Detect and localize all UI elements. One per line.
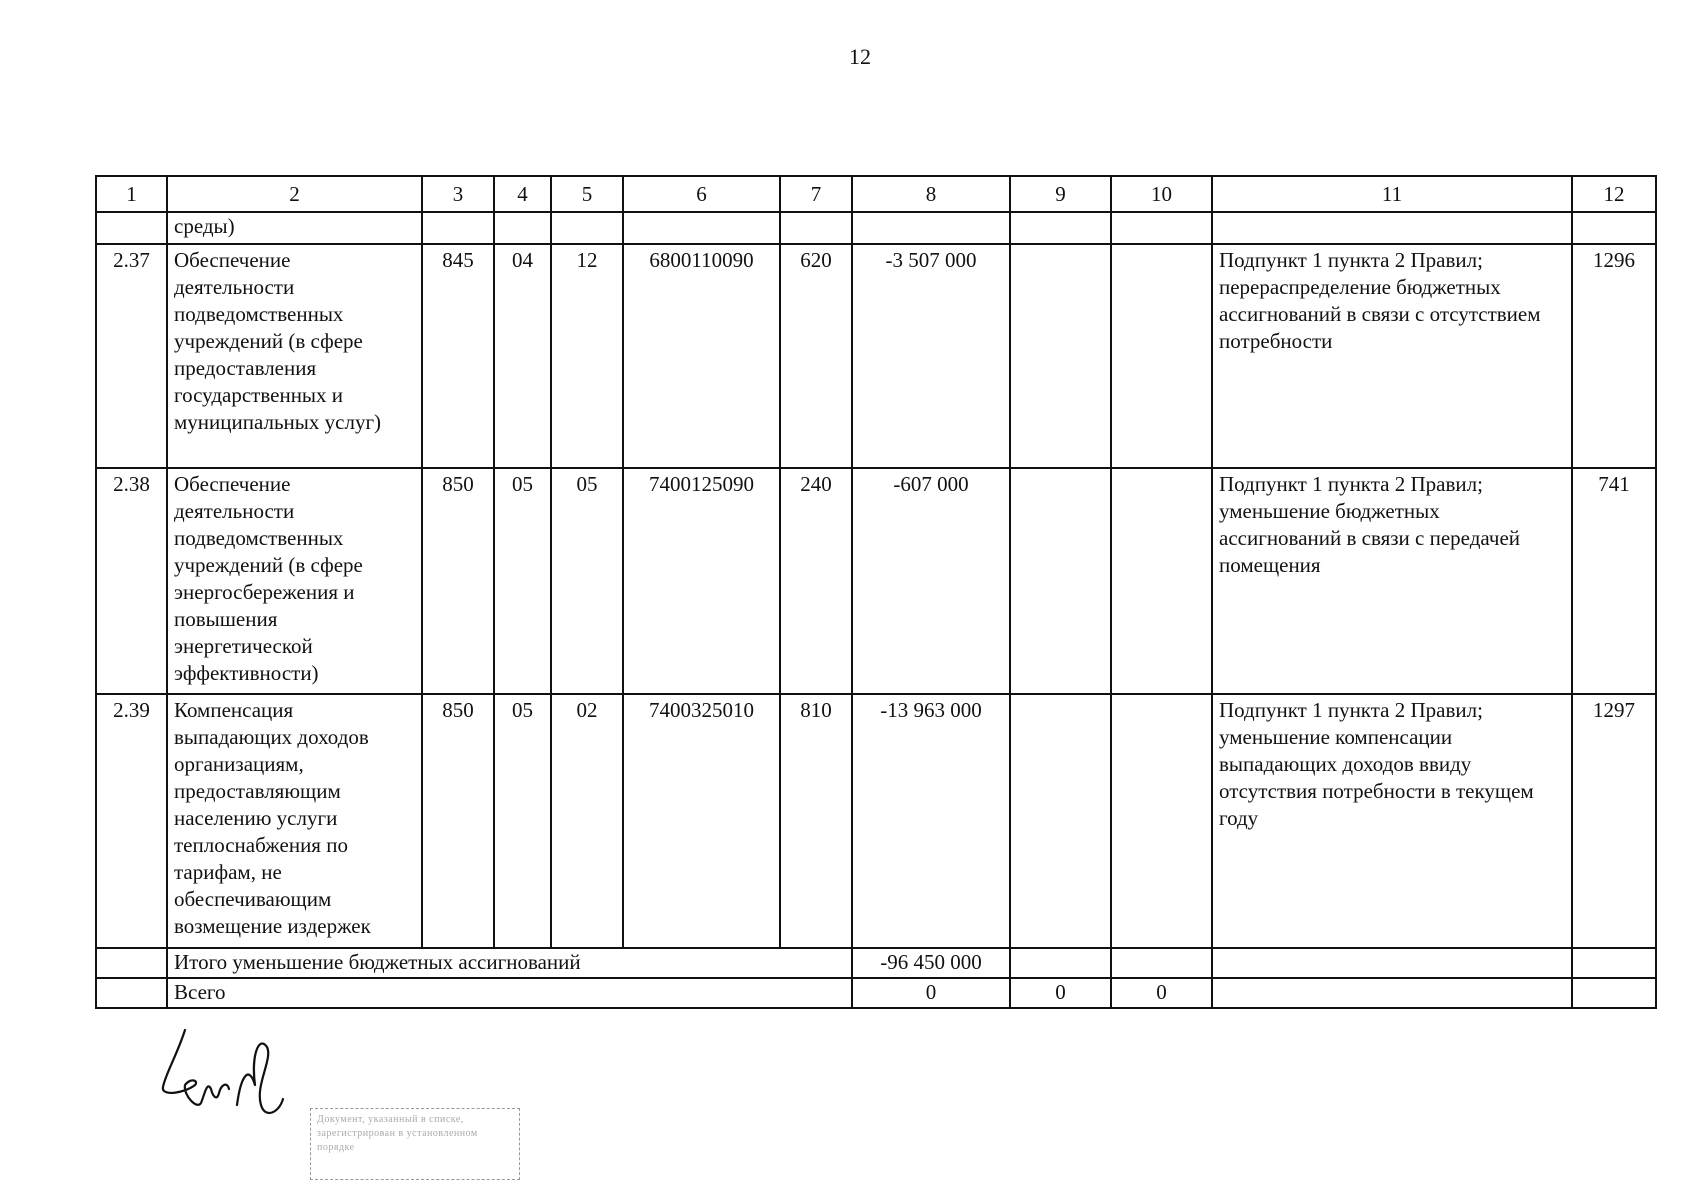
- page-number: 12: [849, 44, 871, 69]
- reference-number: 1296: [1572, 244, 1656, 468]
- amount-col8: -3 507 000: [852, 244, 1010, 468]
- grand-total-label: Всего: [167, 978, 852, 1008]
- basis-text: Подпункт 1 пункта 2 Правил; перераспределение бюджетных ассигнований в связи с отсутствием потребности: [1212, 244, 1572, 468]
- section-code: 05: [494, 694, 551, 948]
- column-number: 2: [167, 176, 422, 212]
- reference-number: 1297: [1572, 694, 1656, 948]
- amount-col9: [1010, 244, 1111, 468]
- section-code: 05: [494, 468, 551, 694]
- column-number: 1: [96, 176, 167, 212]
- continuation-text: среды): [167, 212, 422, 244]
- total-decrease-amount: -96 450 000: [852, 948, 1010, 978]
- registration-stamp: Документ, указанный в списке, зарегистрирован в установленном порядке: [310, 1108, 520, 1180]
- column-number: 12: [1572, 176, 1656, 212]
- amount-col10: [1111, 468, 1212, 694]
- table-row: [96, 694, 1656, 948]
- continuation-row: [96, 212, 1656, 244]
- column-number-row: [96, 176, 1656, 212]
- ministry-code: 845: [422, 244, 494, 468]
- amount-col10: [1111, 694, 1212, 948]
- subsection-code: 05: [551, 468, 623, 694]
- section-code: 04: [494, 244, 551, 468]
- table-row: [96, 244, 1656, 468]
- expense-type-code: 620: [780, 244, 852, 468]
- expense-type-code: 810: [780, 694, 852, 948]
- handwritten-signature: [155, 1015, 295, 1125]
- column-number: 8: [852, 176, 1010, 212]
- subsection-code: 12: [551, 244, 623, 468]
- expenditure-name: Компенсация выпадающих доходов организациям, предоставляющим населению услуги теплоснабжения по тарифам, не обеспечивающим возмещение издержек: [167, 694, 422, 948]
- grand-total-row: [96, 978, 1656, 1008]
- column-number: 10: [1111, 176, 1212, 212]
- grand-total-col9: 0: [1010, 978, 1111, 1008]
- total-decrease-label: Итого уменьшение бюджетных ассигнований: [167, 948, 852, 978]
- basis-text: Подпункт 1 пункта 2 Правил; уменьшение компенсации выпадающих доходов ввиду отсутствия потребности в текущем году: [1212, 694, 1572, 948]
- subsection-code: 02: [551, 694, 623, 948]
- ministry-code: 850: [422, 694, 494, 948]
- target-article-code: 7400125090: [623, 468, 780, 694]
- total-decrease-row: [96, 948, 1656, 978]
- amount-col9: [1010, 468, 1111, 694]
- expenditure-name: Обеспечение деятельности подведомственных учреждений (в сфере предоставления государственных и муниципальных услуг): [167, 244, 422, 468]
- amount-col8: -13 963 000: [852, 694, 1010, 948]
- row-number: 2.38: [96, 468, 167, 694]
- basis-text: Подпункт 1 пункта 2 Правил; уменьшение бюджетных ассигнований в связи с передачей помещения: [1212, 468, 1572, 694]
- amount-col9: [1010, 694, 1111, 948]
- ministry-code: 850: [422, 468, 494, 694]
- row-number: 2.37: [96, 244, 167, 468]
- column-number: 5: [551, 176, 623, 212]
- reference-number: 741: [1572, 468, 1656, 694]
- amount-col8: -607 000: [852, 468, 1010, 694]
- column-number: 3: [422, 176, 494, 212]
- grand-total-col8: 0: [852, 978, 1010, 1008]
- target-article-code: 7400325010: [623, 694, 780, 948]
- expense-type-code: 240: [780, 468, 852, 694]
- column-number: 4: [494, 176, 551, 212]
- column-number: 6: [623, 176, 780, 212]
- column-number: 11: [1212, 176, 1572, 212]
- amount-col10: [1111, 244, 1212, 468]
- expenditure-name: Обеспечение деятельности подведомственных учреждений (в сфере энергосбережения и повышения энергетической эффективности): [167, 468, 422, 694]
- column-number: 9: [1010, 176, 1111, 212]
- grand-total-col10: 0: [1111, 978, 1212, 1008]
- target-article-code: 6800110090: [623, 244, 780, 468]
- row-number: 2.39: [96, 694, 167, 948]
- budget-allocations-table: [95, 175, 1657, 1009]
- table-row: [96, 468, 1656, 694]
- column-number: 7: [780, 176, 852, 212]
